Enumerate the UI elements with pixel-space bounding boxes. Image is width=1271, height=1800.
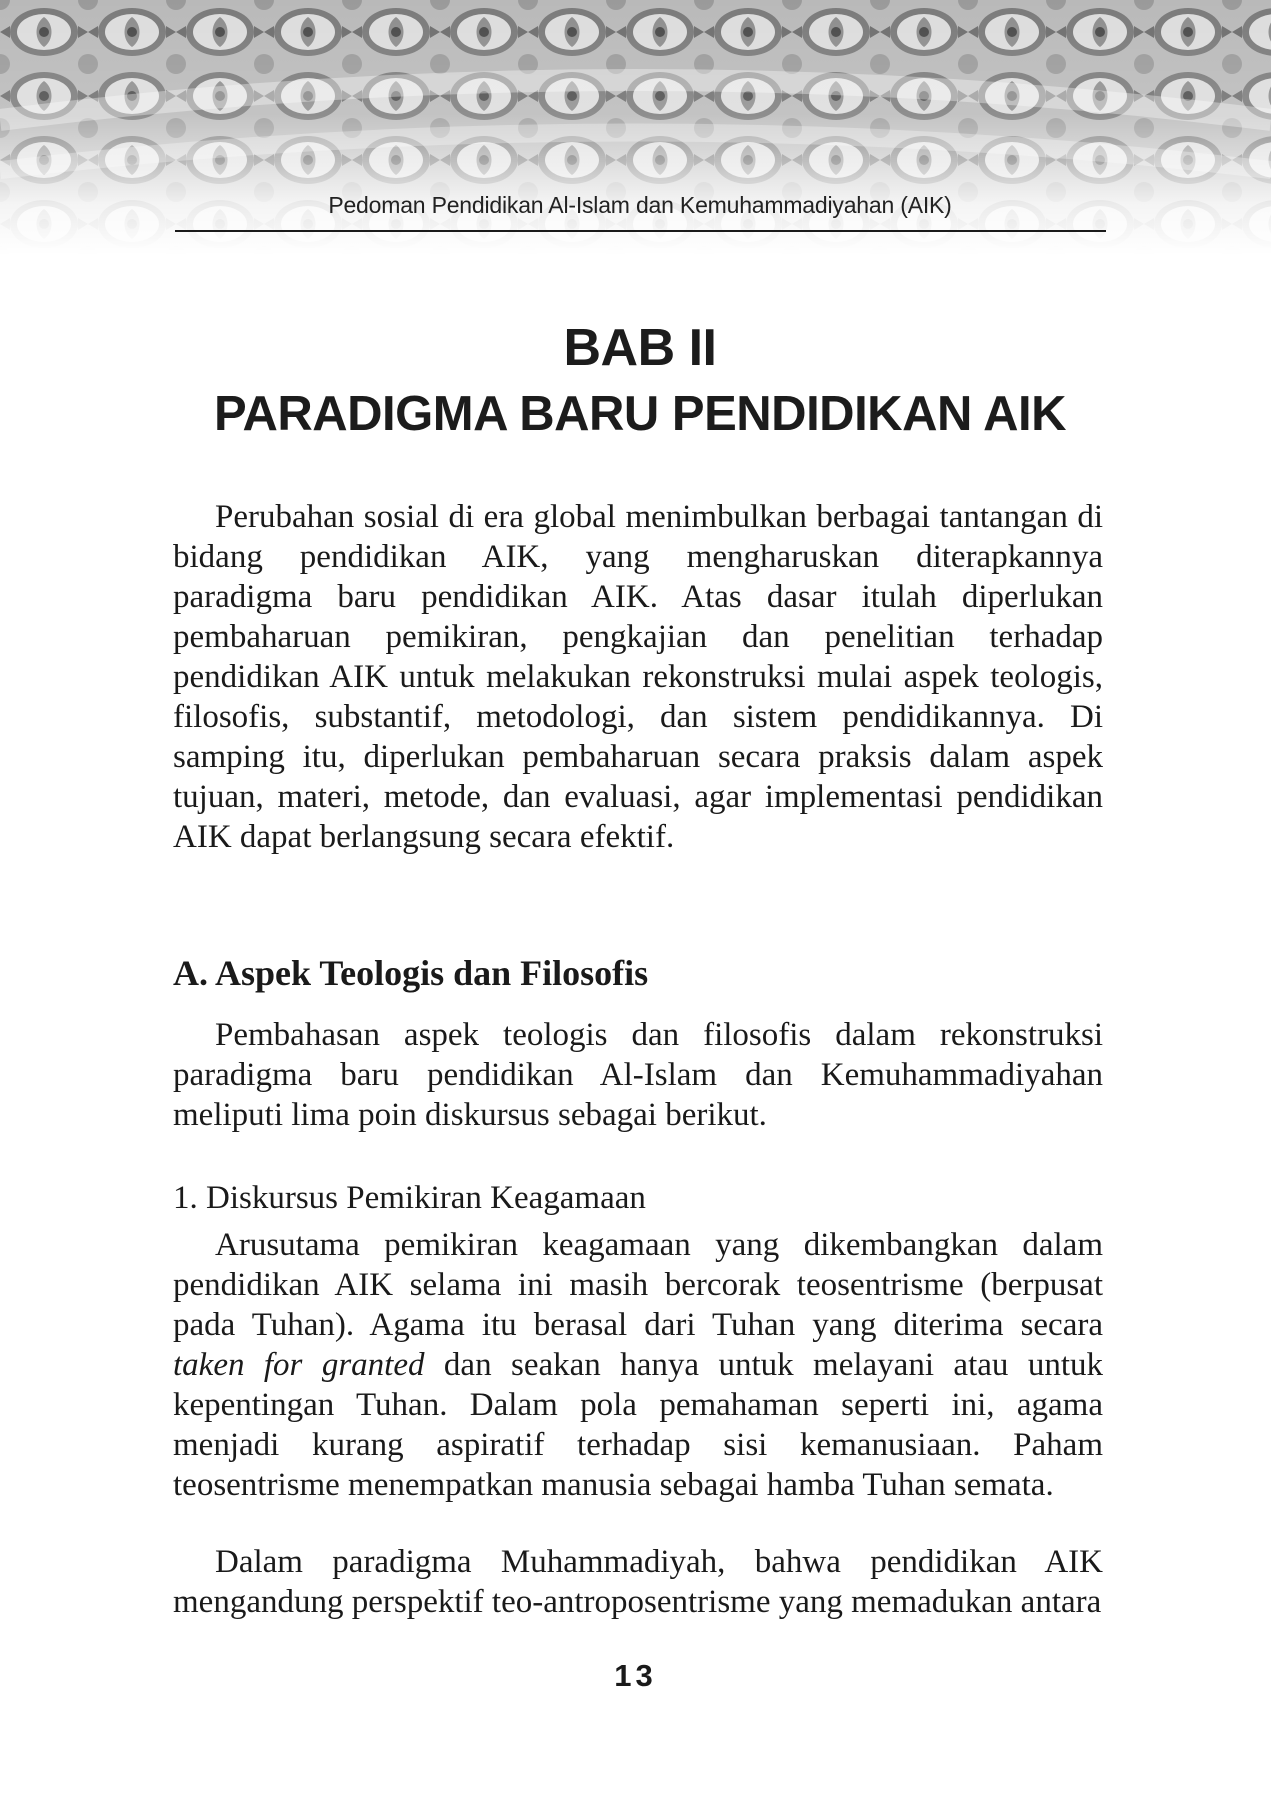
subsection-paragraph-2: Dalam paradigma Muhammadiyah, bahwa pendidikan AIK mengandung perspektif teo-antroposentrisme yang memadukan antara bbox=[173, 1544, 1103, 1620]
chapter-label: BAB II bbox=[563, 319, 717, 377]
section-paragraph: Pembahasan aspek teologis dan filosofis dalam rekonstruksi paradigma baru pendidikan Al-Islam dan Kemuhammadiyahan meliputi lima poin diskursus sebagai berikut. bbox=[173, 1017, 1103, 1133]
running-header: Pedoman Pendidikan Al-Islam dan Kemuhammadiyahan (AIK) bbox=[328, 192, 952, 218]
chapter-title: PARADIGMA BARU PENDIDIKAN AIK bbox=[213, 387, 1067, 441]
section-heading: A. Aspek Teologis dan Filosofis bbox=[173, 953, 649, 993]
subsection-paragraph bbox=[173, 1225, 1103, 1505]
header-divider bbox=[175, 230, 1106, 232]
page-number: 13 bbox=[614, 1658, 657, 1693]
intro-paragraph: Perubahan sosial di era global menimbulkan berbagai tantangan di bidang pendidikan AIK, yang mengharuskan diterapkannya paradigma baru pendidikan AIK. Atas dasar itulah diperlukan pembaharuan pemikiran, pengkajian dan penelitian terhadap pendidikan AIK untuk melakukan rekonstruksi mulai aspek teologis, filosofis, substantif, metodologi, dan sistem pendidikannya. Di samping itu, diperlukan pembaharuan secara praksis dalam aspek tujuan, materi, metode, dan evaluasi, agar implementasi pendidikan AIK dapat berlangsung secara efektif. bbox=[173, 499, 1103, 855]
paragraph-text: Arusutama pemikiran keagamaan yang dikembangkan dalam pendidikan AIK selama ini masih bercorak teosentrisme (berpusat pada Tuhan). Agama itu berasal dari Tuhan yang diterima secara bbox=[173, 1227, 1103, 1343]
paragraph-text-continued: dan seakan hanya untuk melayani atau untuk kepentingan Tuhan. Dalam pola pemahaman seperti ini, agama menjadi kurang aspiratif terhadap sisi kemanusiaan. Paham teosentrisme menempatkan manusia sebagai hamba Tuhan semata. bbox=[173, 1347, 1103, 1503]
subsection-heading: 1. Diskursus Pemikiran Keagamaan bbox=[173, 1180, 646, 1216]
italic-phrase: taken for granted bbox=[173, 1347, 425, 1383]
